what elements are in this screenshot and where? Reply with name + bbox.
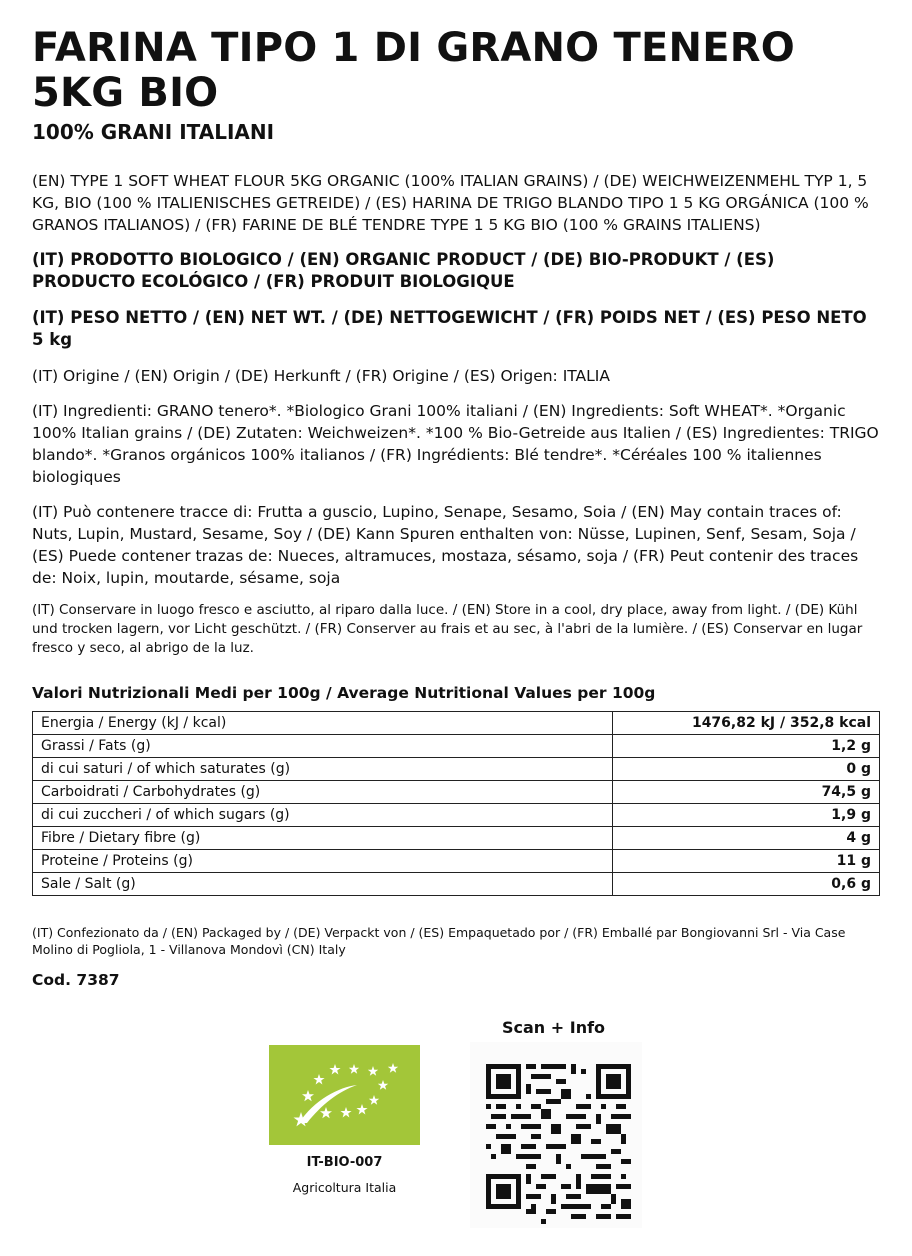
eu-leaf-stars-icon: [269, 1045, 420, 1145]
certification-area: [0, 1018, 912, 1238]
nutrient-label: di cui saturi / of which saturates (g): [33, 758, 613, 781]
origin-text: (IT) Origine / (EN) Origin / (DE) Herkunft / (FR) Origine / (ES) Origen: ITALIA: [32, 367, 610, 385]
nutrient-value: 74,5 g: [613, 781, 880, 804]
net-weight: (IT) PESO NETTO / (EN) NET WT. / (DE) NETTOGEWICHT / (FR) POIDS NET / (ES) PESO NETO 5 kg: [32, 308, 867, 349]
nutrient-label: Carboidrati / Carbohydrates (g): [33, 781, 613, 804]
table-row: [33, 735, 880, 758]
translations-text: (EN) TYPE 1 SOFT WHEAT FLOUR 5KG ORGANIC (100% ITALIAN GRAINS) / (DE) WEICHWEIZENMEHL TYP 1, 5 KG, BIO (100 % ITALIENISCHES GETREIDE) / (ES) HARINA DE TRIGO BLANDO TIPO 1 5 KG ORGÁNICA (100 % GRANOS ITALIANOS) / (FR) FARINE DE BLÉ TENDRE TYPE 1 5 KG BIO (100 % GRAINS ITALIENS): [32, 172, 869, 234]
eu-organic-code: IT-BIO-007: [306, 1155, 383, 1170]
packer-text: (IT) Confezionato da / (EN) Packaged by / (DE) Verpackt von / (ES) Empaquetado por / (FR) Emballé par Bongiovanni Srl - Via Case Molino di Pogliola, 1 - Villanova Mondovì (CN) Italy: [32, 925, 846, 957]
nutrient-value: 1,9 g: [613, 804, 880, 827]
organic-statement: (IT) PRODOTTO BIOLOGICO / (EN) ORGANIC PRODUCT / (DE) BIO-PRODUKT / (ES) PRODUCTO ECOLÓGICO / (FR) PRODUIT BIOLOGIQUE: [32, 250, 775, 291]
scan-label: Scan + Info: [502, 1018, 606, 1037]
table-row: [33, 873, 880, 896]
nutrient-value: 1476,82 kJ / 352,8 kcal: [613, 712, 880, 735]
label-content: [32, 26, 880, 989]
nutrient-label: Sale / Salt (g): [33, 873, 613, 896]
allergens-text: (IT) Può contenere tracce di: Frutta a guscio, Lupino, Senape, Sesamo, Soia / (EN) May contain traces of: Nuts, Lupin, Mustard, Sesame, Soy / (DE) Kann Spuren enthalten von: Nüsse, Lupinen, Senf, Sesam, Soja / (ES) Puede contener trazas de: Nueces, altramuces, mostaza, sésamo, soja / (FR) Peut contenir des traces de: Noix, lupin, moutarde, sésame, soja: [32, 503, 859, 587]
ingredients-text: (IT) Ingredienti: GRANO tenero*. *Biologico Grani 100% italiani / (EN) Ingredients: Soft WHEAT*. *Organic 100% Italian grains / (DE) Zutaten: Weichweizen*. *100 % Bio-Getreide aus Italien / (ES) Ingredientes: TRIGO blando*. *Granos orgánicos 100% italianos / (FR) Ingrédients: Blé tendre*. *Céréales 100 % italiennes biologiques: [32, 402, 879, 486]
table-row: [33, 781, 880, 804]
product-code: Cod. 7387: [32, 971, 120, 989]
nutrient-label: Fibre / Dietary fibre (g): [33, 827, 613, 850]
nutrient-label: Proteine / Proteins (g): [33, 850, 613, 873]
nutrient-value: 1,2 g: [613, 735, 880, 758]
eu-organic-leaf-logo: [269, 1045, 420, 1145]
nutrient-label: Energia / Energy (kJ / kcal): [33, 712, 613, 735]
nutrition-table: [32, 711, 880, 896]
nutrient-value: 0,6 g: [613, 873, 880, 896]
table-row: [33, 712, 880, 735]
table-row: [33, 804, 880, 827]
product-subtitle: 100% GRANI ITALIANI: [32, 120, 275, 144]
nutrient-label: di cui zuccheri / of which sugars (g): [33, 804, 613, 827]
qr-code[interactable]: [470, 1042, 642, 1228]
table-row: [33, 850, 880, 873]
storage-text: (IT) Conservare in luogo fresco e asciutto, al riparo dalla luce. / (EN) Store in a cool, dry place, away from light. / (DE) Kühl und trocken lagern, vor Licht geschützt. / (FR) Conserver au frais et au sec, à l'abri de la lumière. / (ES) Conservar en lugar fresco y seco, al abrigo de la luz.: [32, 602, 863, 656]
product-title: FARINA TIPO 1 DI GRANO TENERO 5KG BIO: [32, 25, 795, 116]
eu-organic-origin: Agricoltura Italia: [292, 1180, 397, 1195]
nutrient-value: 4 g: [613, 827, 880, 850]
nutrient-value: 11 g: [613, 850, 880, 873]
table-row: [33, 758, 880, 781]
qr-code-icon: [470, 1042, 642, 1228]
nutrient-value: 0 g: [613, 758, 880, 781]
table-row: [33, 827, 880, 850]
nutrition-title: Valori Nutrizionali Medi per 100g / Average Nutritional Values per 100g: [32, 684, 656, 702]
nutrient-label: Grassi / Fats (g): [33, 735, 613, 758]
